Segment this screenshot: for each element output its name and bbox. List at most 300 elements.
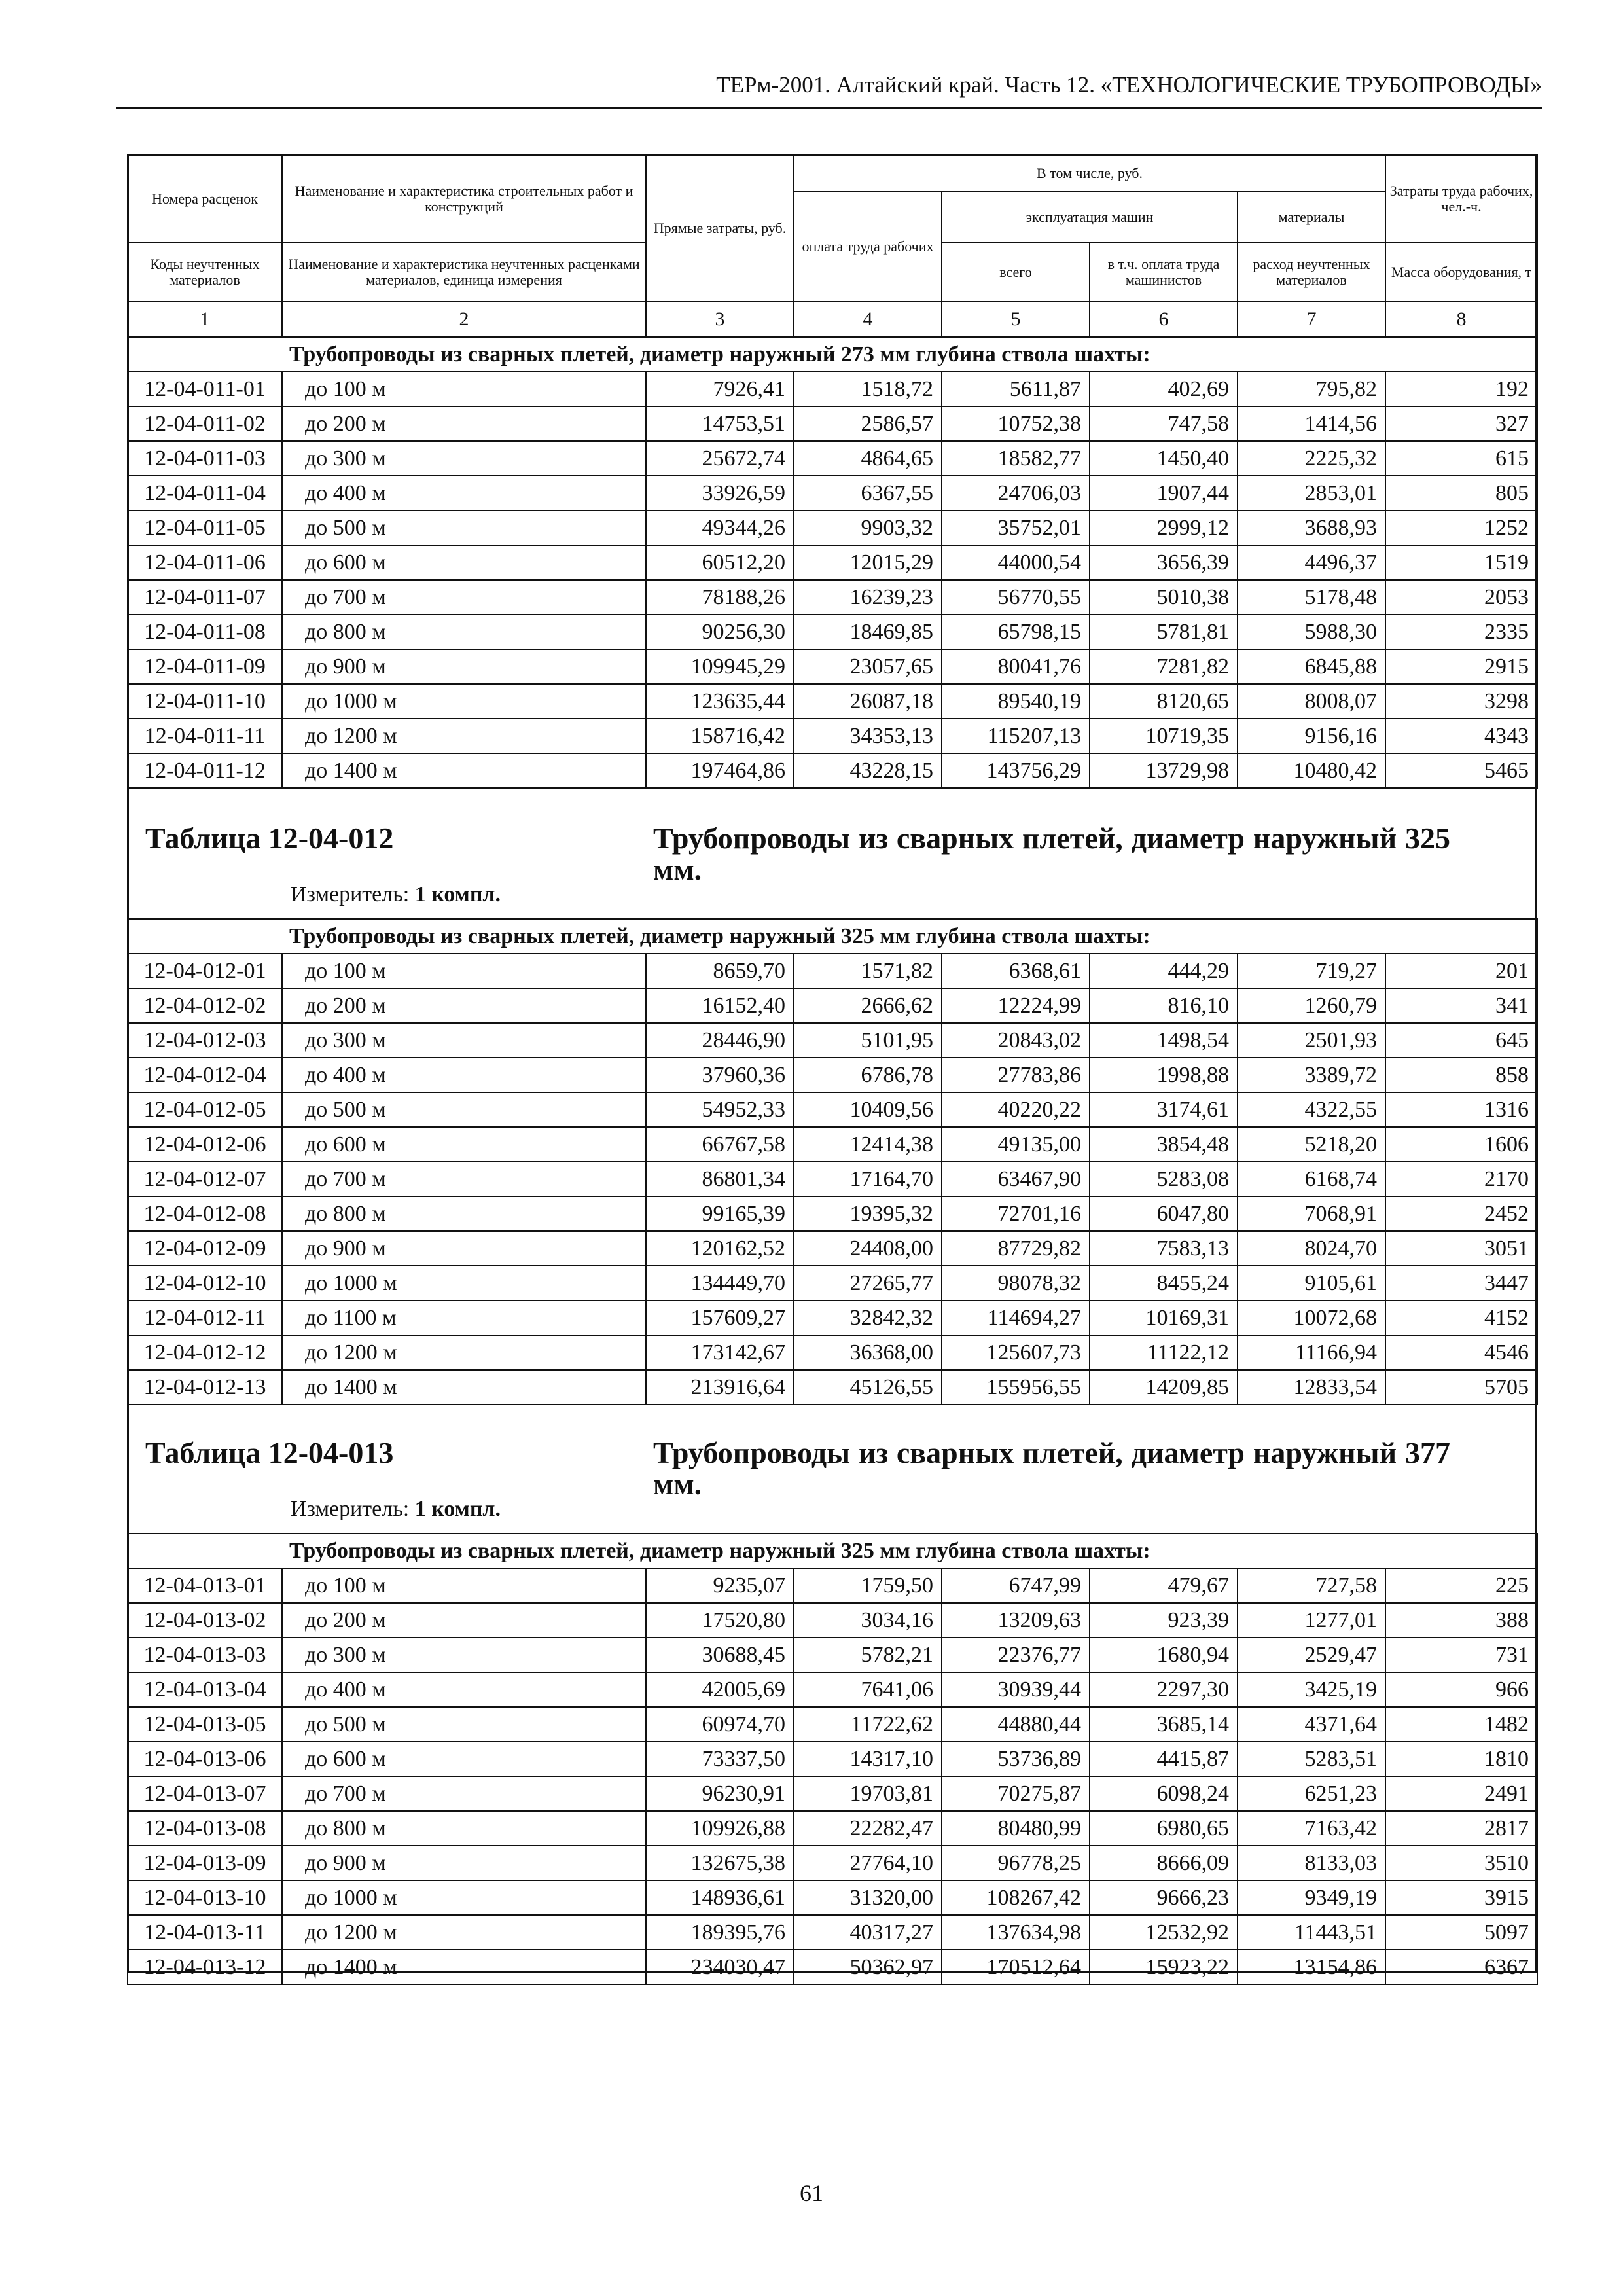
- labor-pay: 3034,16: [794, 1603, 942, 1638]
- materials: 8024,70: [1238, 1231, 1385, 1266]
- direct-cost: 213916,64: [646, 1370, 794, 1405]
- direct-cost: 14753,51: [646, 406, 794, 441]
- table-row: [128, 684, 1537, 719]
- machines-total: 155956,55: [942, 1370, 1090, 1405]
- labor-cost: 1316: [1385, 1092, 1537, 1127]
- rate-code: 12-04-013-04: [128, 1672, 282, 1707]
- labor-cost: 966: [1385, 1672, 1537, 1707]
- rate-name: до 300 м: [282, 1023, 646, 1058]
- labor-pay: 22282,47: [794, 1811, 942, 1846]
- materials: 2529,47: [1238, 1638, 1385, 1672]
- labor-cost: 1519: [1385, 545, 1537, 580]
- table-row: [128, 1196, 1537, 1231]
- col-machines: эксплуатация машин: [942, 192, 1238, 243]
- rate-code: 12-04-011-08: [128, 615, 282, 649]
- machines-total: 87729,82: [942, 1231, 1090, 1266]
- rate-name: до 1000 м: [282, 1266, 646, 1300]
- rate-code: 12-04-013-06: [128, 1742, 282, 1776]
- section-table-013: [127, 1533, 1538, 1985]
- table-label: Таблица 12-04-013: [145, 1436, 394, 1469]
- direct-cost: 132675,38: [646, 1846, 794, 1880]
- labor-pay: 4864,65: [794, 441, 942, 476]
- table-row: [128, 545, 1537, 580]
- section-subtitle: Трубопроводы из сварных плетей, диаметр наружный 273 мм глубина ствола шахты:: [128, 337, 1537, 372]
- table-row: [128, 753, 1537, 788]
- materials: 13154,86: [1238, 1950, 1385, 1984]
- table-row: [128, 1568, 1537, 1603]
- col-codes: Номера расценок: [128, 155, 282, 243]
- materials: 10072,68: [1238, 1300, 1385, 1335]
- machines-total: 56770,55: [942, 580, 1090, 615]
- col-number: 4: [794, 302, 942, 337]
- materials: 1414,56: [1238, 406, 1385, 441]
- labor-pay: 43228,15: [794, 753, 942, 788]
- labor-cost: 6367: [1385, 1950, 1537, 1984]
- direct-cost: 157609,27: [646, 1300, 794, 1335]
- col-number: 7: [1238, 302, 1385, 337]
- table-row: [128, 1950, 1537, 1984]
- materials: 6168,74: [1238, 1162, 1385, 1196]
- unit-label: Измеритель:: [291, 1497, 410, 1521]
- materials: 1277,01: [1238, 1603, 1385, 1638]
- direct-cost: 7926,41: [646, 372, 794, 406]
- rate-code: 12-04-012-02: [128, 988, 282, 1023]
- operators-pay: 5010,38: [1090, 580, 1238, 615]
- rate-code: 12-04-012-04: [128, 1058, 282, 1092]
- direct-cost: 25672,74: [646, 441, 794, 476]
- materials: 5283,51: [1238, 1742, 1385, 1776]
- rate-code: 12-04-012-05: [128, 1092, 282, 1127]
- labor-cost: 192: [1385, 372, 1537, 406]
- col-labor: оплата труда рабочих: [794, 192, 942, 302]
- labor-pay: 6786,78: [794, 1058, 942, 1092]
- machines-total: 5611,87: [942, 372, 1090, 406]
- rate-code: 12-04-012-09: [128, 1231, 282, 1266]
- labor-cost: 341: [1385, 988, 1537, 1023]
- rate-code: 12-04-011-04: [128, 476, 282, 511]
- direct-cost: 78188,26: [646, 580, 794, 615]
- table-row: [128, 1776, 1537, 1811]
- machines-total: 6368,61: [942, 954, 1090, 988]
- section-rows: [128, 954, 1537, 1405]
- operators-pay: 1450,40: [1090, 441, 1238, 476]
- labor-cost: 3447: [1385, 1266, 1537, 1300]
- rate-name: до 200 м: [282, 406, 646, 441]
- section-rows: [128, 372, 1537, 788]
- direct-cost: 73337,50: [646, 1742, 794, 1776]
- operators-pay: 8455,24: [1090, 1266, 1238, 1300]
- section-table-011: [127, 336, 1538, 789]
- materials: 7068,91: [1238, 1196, 1385, 1231]
- col-number: 3: [646, 302, 794, 337]
- rate-code: 12-04-012-10: [128, 1266, 282, 1300]
- machines-total: 27783,86: [942, 1058, 1090, 1092]
- labor-pay: 12414,38: [794, 1127, 942, 1162]
- labor-cost: 2053: [1385, 580, 1537, 615]
- col-materials-alt: расход неучтенных материалов: [1238, 243, 1385, 302]
- labor-cost: 3510: [1385, 1846, 1537, 1880]
- labor-cost: 5465: [1385, 753, 1537, 788]
- direct-cost: 42005,69: [646, 1672, 794, 1707]
- table-row: [128, 1023, 1537, 1058]
- operators-pay: 6980,65: [1090, 1811, 1238, 1846]
- rate-name: до 900 м: [282, 1231, 646, 1266]
- labor-pay: 12015,29: [794, 545, 942, 580]
- operators-pay: 1998,88: [1090, 1058, 1238, 1092]
- operators-pay: 747,58: [1090, 406, 1238, 441]
- labor-cost: 1810: [1385, 1742, 1537, 1776]
- direct-cost: 189395,76: [646, 1915, 794, 1950]
- rate-name: до 400 м: [282, 1058, 646, 1092]
- rate-name: до 300 м: [282, 1638, 646, 1672]
- operators-pay: 2999,12: [1090, 511, 1238, 545]
- materials: 3425,19: [1238, 1672, 1385, 1707]
- labor-pay: 2666,62: [794, 988, 942, 1023]
- rate-name: до 100 м: [282, 954, 646, 988]
- labor-pay: 14317,10: [794, 1742, 942, 1776]
- operators-pay: 2297,30: [1090, 1672, 1238, 1707]
- rate-name: до 1200 м: [282, 1335, 646, 1370]
- operators-pay: 6047,80: [1090, 1196, 1238, 1231]
- labor-pay: 27265,77: [794, 1266, 942, 1300]
- table-row: [128, 1266, 1537, 1300]
- machines-total: 108267,42: [942, 1880, 1090, 1915]
- operators-pay: 14209,85: [1090, 1370, 1238, 1405]
- machines-total: 96778,25: [942, 1846, 1090, 1880]
- rate-name: до 600 м: [282, 545, 646, 580]
- labor-pay: 6367,55: [794, 476, 942, 511]
- unit-value: 1 компл.: [414, 882, 501, 906]
- col-materials: материалы: [1238, 192, 1385, 243]
- direct-cost: 30688,45: [646, 1638, 794, 1672]
- labor-pay: 23057,65: [794, 649, 942, 684]
- materials: 719,27: [1238, 954, 1385, 988]
- direct-cost: 90256,30: [646, 615, 794, 649]
- rate-code: 12-04-011-06: [128, 545, 282, 580]
- labor-cost: 731: [1385, 1638, 1537, 1672]
- labor-cost: 3051: [1385, 1231, 1537, 1266]
- machines-total: 125607,73: [942, 1335, 1090, 1370]
- rate-name: до 300 м: [282, 441, 646, 476]
- table-row: [128, 1058, 1537, 1092]
- materials: 4322,55: [1238, 1092, 1385, 1127]
- rate-code: 12-04-012-07: [128, 1162, 282, 1196]
- operators-pay: 6098,24: [1090, 1776, 1238, 1811]
- table-row: [128, 476, 1537, 511]
- materials: 1260,79: [1238, 988, 1385, 1023]
- rate-code: 12-04-013-01: [128, 1568, 282, 1603]
- labor-cost: 615: [1385, 441, 1537, 476]
- materials: 9105,61: [1238, 1266, 1385, 1300]
- machines-total: 89540,19: [942, 684, 1090, 719]
- rate-name: до 700 м: [282, 1776, 646, 1811]
- machines-total: 115207,13: [942, 719, 1090, 753]
- operators-pay: 11122,12: [1090, 1335, 1238, 1370]
- table-row: [128, 1231, 1537, 1266]
- materials: 11166,94: [1238, 1335, 1385, 1370]
- section-subtitle: Трубопроводы из сварных плетей, диаметр наружный 325 мм глубина ствола шахты:: [128, 919, 1537, 954]
- rate-code: 12-04-012-08: [128, 1196, 282, 1231]
- col-operators: в т.ч. оплата труда машинистов: [1090, 243, 1238, 302]
- labor-cost: 225: [1385, 1568, 1537, 1603]
- materials: 5218,20: [1238, 1127, 1385, 1162]
- operators-pay: 10719,35: [1090, 719, 1238, 753]
- rate-name: до 100 м: [282, 1568, 646, 1603]
- labor-cost: 3915: [1385, 1880, 1537, 1915]
- table-title: Трубопроводы из сварных плетей, диаметр наружный 377 мм.: [653, 1436, 1450, 1501]
- operators-pay: 3685,14: [1090, 1707, 1238, 1742]
- rate-name: до 400 м: [282, 1672, 646, 1707]
- table-row: [128, 580, 1537, 615]
- labor-pay: 18469,85: [794, 615, 942, 649]
- table-row: [128, 441, 1537, 476]
- direct-cost: 86801,34: [646, 1162, 794, 1196]
- operators-pay: 402,69: [1090, 372, 1238, 406]
- labor-pay: 19395,32: [794, 1196, 942, 1231]
- machines-total: 22376,77: [942, 1638, 1090, 1672]
- col-incl: В том числе, руб.: [794, 155, 1385, 192]
- labor-cost: 388: [1385, 1603, 1537, 1638]
- col-mass: Масса оборудования, т: [1385, 243, 1537, 302]
- rate-code: 12-04-012-06: [128, 1127, 282, 1162]
- table-row: [128, 1846, 1537, 1880]
- labor-pay: 1518,72: [794, 372, 942, 406]
- labor-cost: 201: [1385, 954, 1537, 988]
- labor-cost: 4546: [1385, 1335, 1537, 1370]
- machines-total: 98078,32: [942, 1266, 1090, 1300]
- rate-code: 12-04-013-10: [128, 1880, 282, 1915]
- rate-code: 12-04-013-07: [128, 1776, 282, 1811]
- labor-pay: 11722,62: [794, 1707, 942, 1742]
- col-name-alt: Наименование и характеристика неучтенных расценками материалов, единица измерения: [282, 243, 646, 302]
- labor-pay: 34353,13: [794, 719, 942, 753]
- direct-cost: 8659,70: [646, 954, 794, 988]
- labor-pay: 1571,82: [794, 954, 942, 988]
- rate-name: до 200 м: [282, 988, 646, 1023]
- labor-cost: 1482: [1385, 1707, 1537, 1742]
- rate-code: 12-04-011-03: [128, 441, 282, 476]
- table-row: [128, 1707, 1537, 1742]
- rate-name: до 800 м: [282, 615, 646, 649]
- machines-total: 137634,98: [942, 1915, 1090, 1950]
- direct-cost: 60974,70: [646, 1707, 794, 1742]
- operators-pay: 1907,44: [1090, 476, 1238, 511]
- table-row: [128, 511, 1537, 545]
- materials: 10480,42: [1238, 753, 1385, 788]
- labor-cost: 2335: [1385, 615, 1537, 649]
- operators-pay: 8666,09: [1090, 1846, 1238, 1880]
- table-row: [128, 649, 1537, 684]
- operators-pay: 444,29: [1090, 954, 1238, 988]
- materials: 5178,48: [1238, 580, 1385, 615]
- operators-pay: 10169,31: [1090, 1300, 1238, 1335]
- machines-total: 72701,16: [942, 1196, 1090, 1231]
- table-row: [128, 1880, 1537, 1915]
- labor-pay: 19703,81: [794, 1776, 942, 1811]
- table-row: [128, 372, 1537, 406]
- direct-cost: 120162,52: [646, 1231, 794, 1266]
- labor-pay: 17164,70: [794, 1162, 942, 1196]
- rate-code: 12-04-011-09: [128, 649, 282, 684]
- direct-cost: 28446,90: [646, 1023, 794, 1058]
- col-name: Наименование и характеристика строительных работ и конструкций: [282, 155, 646, 243]
- direct-cost: 158716,42: [646, 719, 794, 753]
- machines-total: 24706,03: [942, 476, 1090, 511]
- rate-name: до 1200 м: [282, 719, 646, 753]
- materials: 2853,01: [1238, 476, 1385, 511]
- operators-pay: 5283,08: [1090, 1162, 1238, 1196]
- rate-code: 12-04-013-05: [128, 1707, 282, 1742]
- unit-label: Измеритель:: [291, 882, 410, 906]
- col-total: всего: [942, 243, 1090, 302]
- labor-cost: 2170: [1385, 1162, 1537, 1196]
- direct-cost: 123635,44: [646, 684, 794, 719]
- labor-cost: 5097: [1385, 1915, 1537, 1950]
- labor-pay: 24408,00: [794, 1231, 942, 1266]
- rate-code: 12-04-013-03: [128, 1638, 282, 1672]
- rate-code: 12-04-013-11: [128, 1915, 282, 1950]
- operators-pay: 12532,92: [1090, 1915, 1238, 1950]
- direct-cost: 197464,86: [646, 753, 794, 788]
- materials: 727,58: [1238, 1568, 1385, 1603]
- labor-cost: 2915: [1385, 649, 1537, 684]
- rate-name: до 100 м: [282, 372, 646, 406]
- rate-code: 12-04-011-01: [128, 372, 282, 406]
- col-labor-cost: Затраты труда рабочих, чел.-ч.: [1385, 155, 1537, 243]
- materials: 4371,64: [1238, 1707, 1385, 1742]
- direct-cost: 60512,20: [646, 545, 794, 580]
- rate-name: до 700 м: [282, 1162, 646, 1196]
- rate-name: до 600 м: [282, 1742, 646, 1776]
- unit-value: 1 компл.: [414, 1497, 501, 1521]
- labor-pay: 26087,18: [794, 684, 942, 719]
- operators-pay: 13729,98: [1090, 753, 1238, 788]
- direct-cost: 33926,59: [646, 476, 794, 511]
- rate-name: до 600 м: [282, 1127, 646, 1162]
- table-row: [128, 954, 1537, 988]
- direct-cost: 54952,33: [646, 1092, 794, 1127]
- rate-code: 12-04-012-01: [128, 954, 282, 988]
- direct-cost: 49344,26: [646, 511, 794, 545]
- materials: 6251,23: [1238, 1776, 1385, 1811]
- rate-name: до 1000 м: [282, 684, 646, 719]
- labor-pay: 5101,95: [794, 1023, 942, 1058]
- materials: 2501,93: [1238, 1023, 1385, 1058]
- machines-total: 44000,54: [942, 545, 1090, 580]
- direct-cost: 16152,40: [646, 988, 794, 1023]
- labor-pay: 2586,57: [794, 406, 942, 441]
- machines-total: 53736,89: [942, 1742, 1090, 1776]
- unit-line: [291, 1496, 501, 1522]
- materials: 3688,93: [1238, 511, 1385, 545]
- section-rows: [128, 1568, 1537, 1984]
- col-number: 2: [282, 302, 646, 337]
- labor-pay: 10409,56: [794, 1092, 942, 1127]
- direct-cost: 234030,47: [646, 1950, 794, 1984]
- labor-cost: 2817: [1385, 1811, 1537, 1846]
- unit-line: [291, 882, 501, 908]
- labor-cost: 1606: [1385, 1127, 1537, 1162]
- rate-name: до 900 м: [282, 649, 646, 684]
- labor-pay: 45126,55: [794, 1370, 942, 1405]
- column-header-table: [127, 154, 1538, 338]
- labor-pay: 32842,32: [794, 1300, 942, 1335]
- machines-total: 40220,22: [942, 1092, 1090, 1127]
- table-row: [128, 1811, 1537, 1846]
- rate-name: до 200 м: [282, 1603, 646, 1638]
- rate-name: до 500 м: [282, 1092, 646, 1127]
- col-codes-alt: Коды неучтенных материалов: [128, 243, 282, 302]
- machines-total: 12224,99: [942, 988, 1090, 1023]
- rate-name: до 1400 м: [282, 753, 646, 788]
- direct-cost: 17520,80: [646, 1603, 794, 1638]
- machines-total: 35752,01: [942, 511, 1090, 545]
- materials: 8133,03: [1238, 1846, 1385, 1880]
- table-row: [128, 1335, 1537, 1370]
- labor-cost: 1252: [1385, 511, 1537, 545]
- machines-total: 80041,76: [942, 649, 1090, 684]
- rate-name: до 700 м: [282, 580, 646, 615]
- direct-cost: 37960,36: [646, 1058, 794, 1092]
- col-number: 6: [1090, 302, 1238, 337]
- materials: 12833,54: [1238, 1370, 1385, 1405]
- rate-name: до 500 м: [282, 511, 646, 545]
- operators-pay: 15923,22: [1090, 1950, 1238, 1984]
- direct-cost: 96230,91: [646, 1776, 794, 1811]
- col-number: 8: [1385, 302, 1537, 337]
- labor-cost: 5705: [1385, 1370, 1537, 1405]
- table-row: [128, 1162, 1537, 1196]
- rate-code: 12-04-013-02: [128, 1603, 282, 1638]
- materials: 6845,88: [1238, 649, 1385, 684]
- materials: 9156,16: [1238, 719, 1385, 753]
- materials: 8008,07: [1238, 684, 1385, 719]
- labor-cost: 805: [1385, 476, 1537, 511]
- labor-pay: 27764,10: [794, 1846, 942, 1880]
- table-row: [128, 1127, 1537, 1162]
- labor-pay: 16239,23: [794, 580, 942, 615]
- machines-total: 6747,99: [942, 1568, 1090, 1603]
- operators-pay: 3854,48: [1090, 1127, 1238, 1162]
- labor-pay: 7641,06: [794, 1672, 942, 1707]
- rate-code: 12-04-011-07: [128, 580, 282, 615]
- table-row: [128, 988, 1537, 1023]
- labor-cost: 858: [1385, 1058, 1537, 1092]
- rate-code: 12-04-011-05: [128, 511, 282, 545]
- operators-pay: 7583,13: [1090, 1231, 1238, 1266]
- rate-code: 12-04-013-12: [128, 1950, 282, 1984]
- rate-name: до 1100 м: [282, 1300, 646, 1335]
- table-row: [128, 1092, 1537, 1127]
- machines-total: 143756,29: [942, 753, 1090, 788]
- labor-cost: 4152: [1385, 1300, 1537, 1335]
- operators-pay: 4415,87: [1090, 1742, 1238, 1776]
- materials: 9349,19: [1238, 1880, 1385, 1915]
- rate-name: до 800 м: [282, 1811, 646, 1846]
- table-row: [128, 1915, 1537, 1950]
- direct-cost: 148936,61: [646, 1880, 794, 1915]
- table-row: [128, 1742, 1537, 1776]
- machines-total: 20843,02: [942, 1023, 1090, 1058]
- rate-code: 12-04-013-08: [128, 1811, 282, 1846]
- labor-cost: 2452: [1385, 1196, 1537, 1231]
- labor-pay: 5782,21: [794, 1638, 942, 1672]
- table-row: [128, 719, 1537, 753]
- materials: 5988,30: [1238, 615, 1385, 649]
- labor-pay: 36368,00: [794, 1335, 942, 1370]
- table-label: Таблица 12-04-012: [145, 821, 394, 855]
- labor-pay: 40317,27: [794, 1915, 942, 1950]
